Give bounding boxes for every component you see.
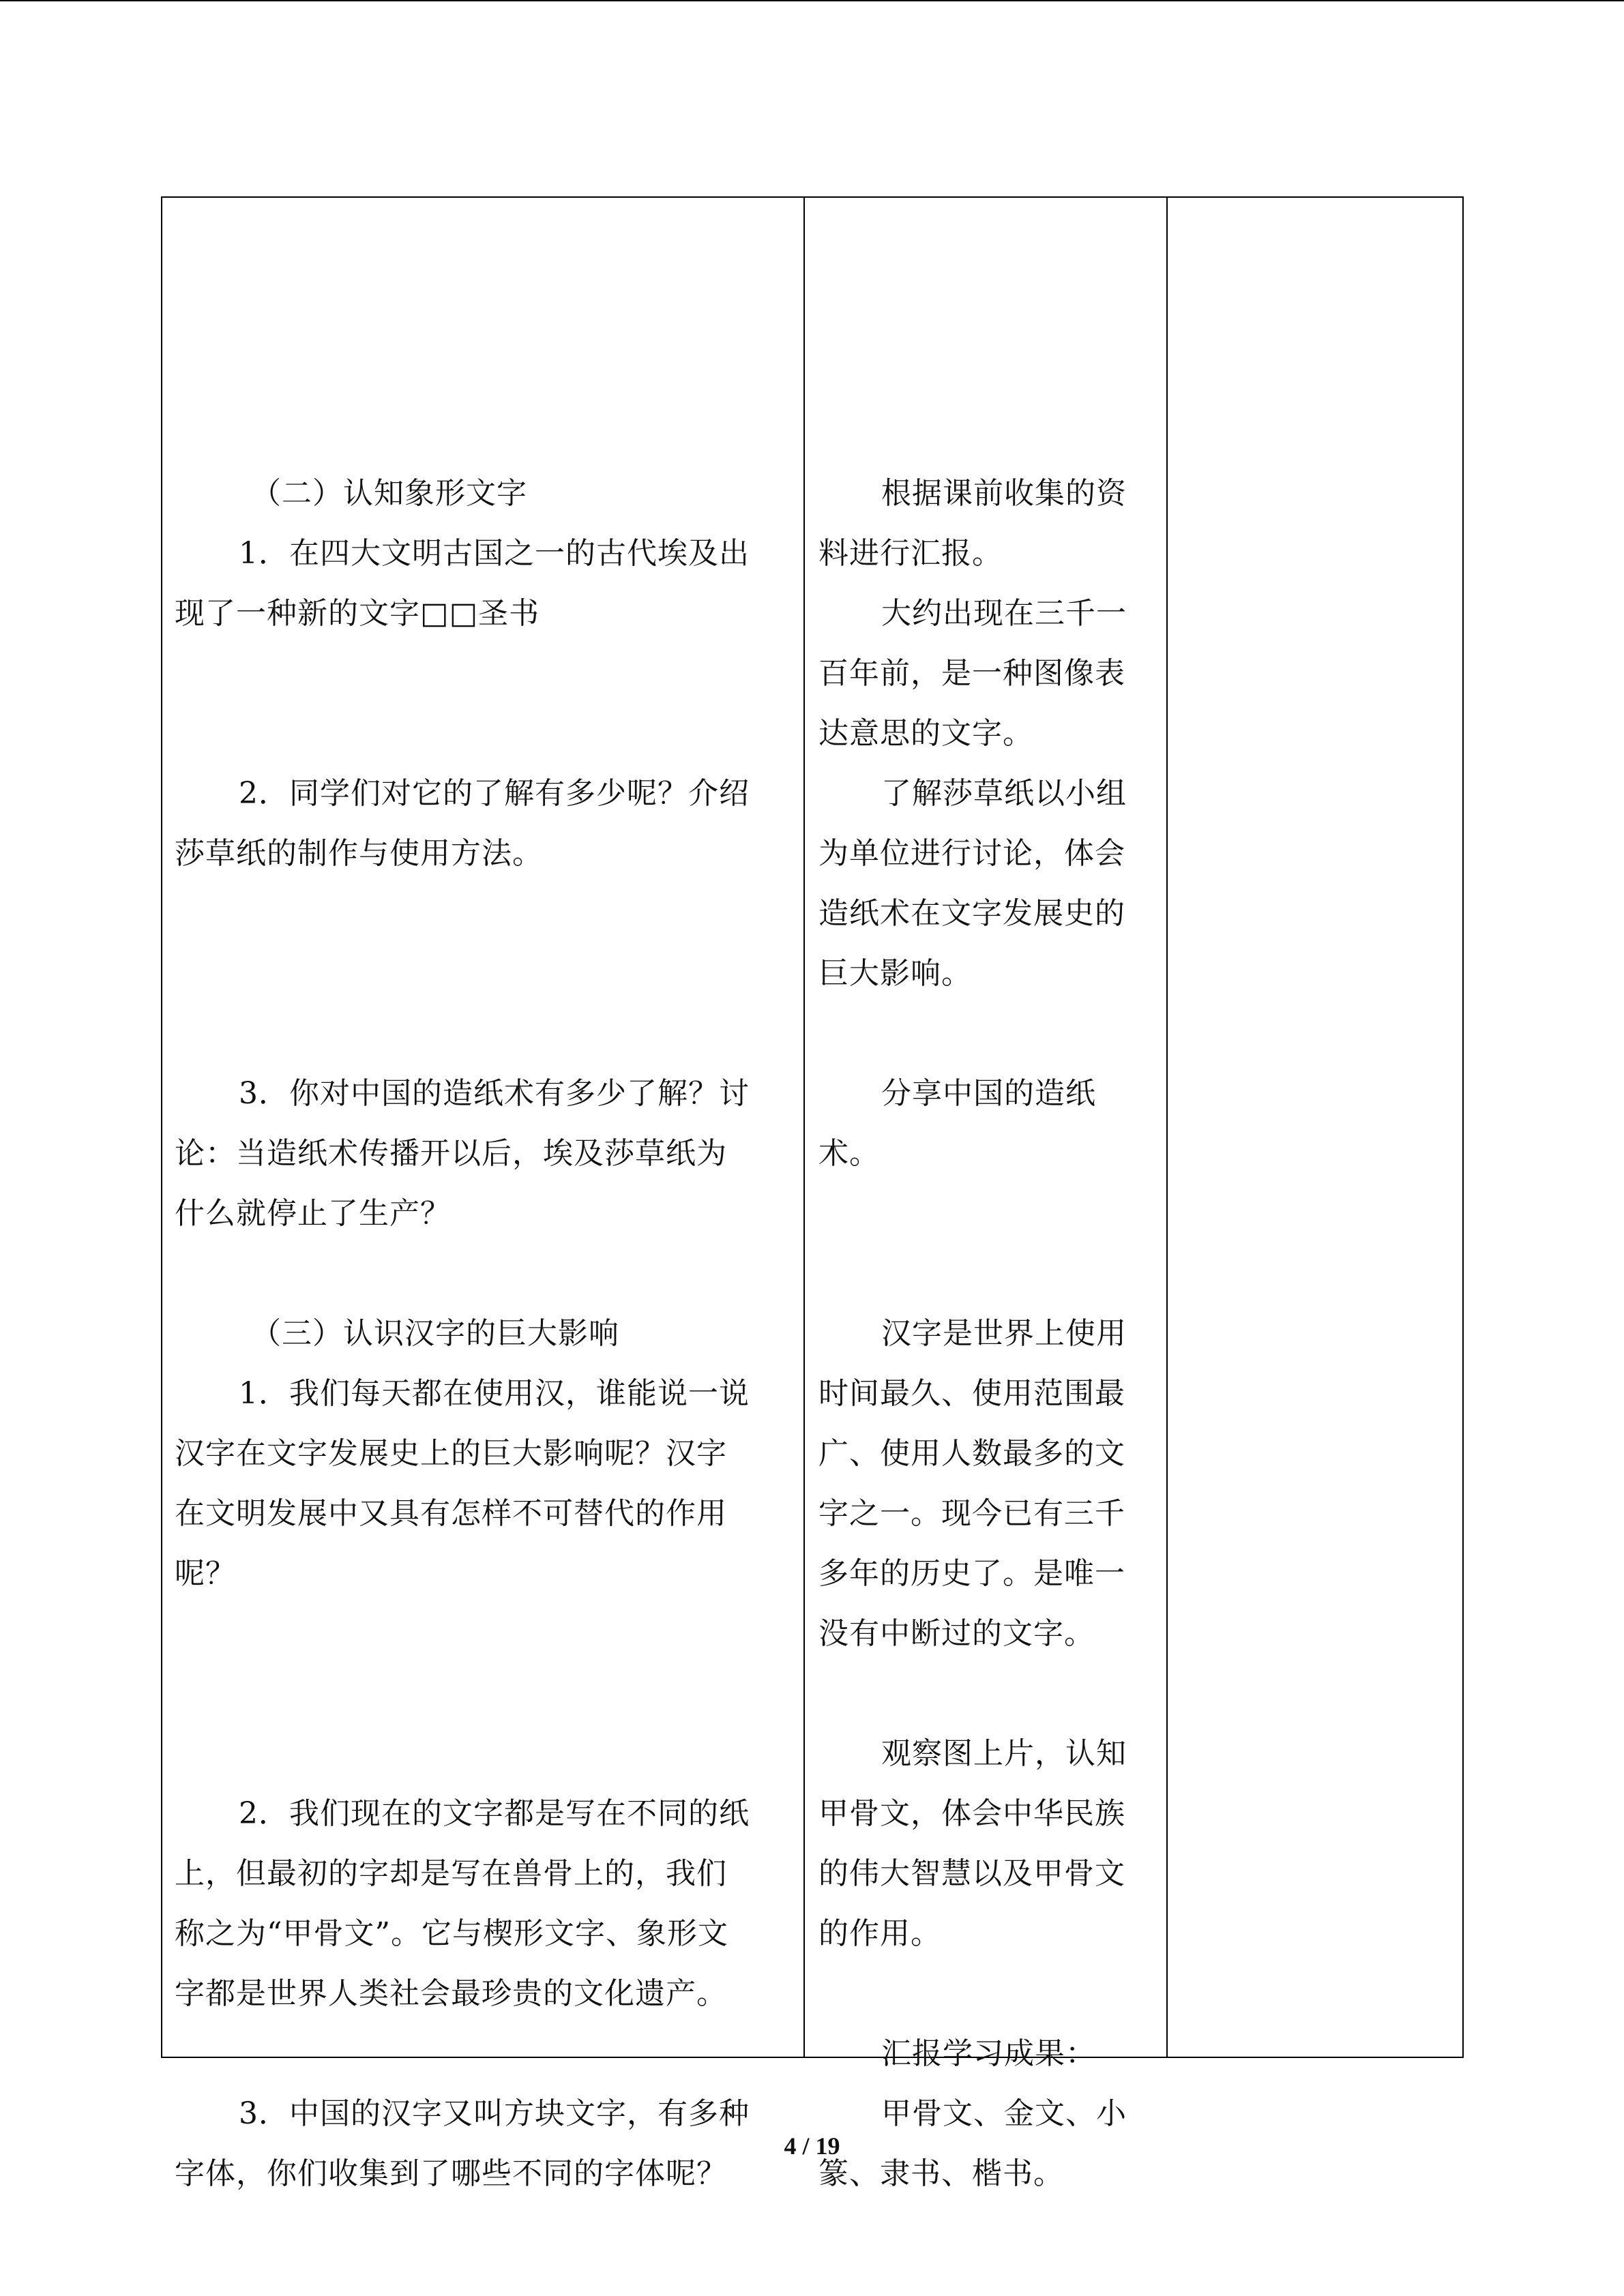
left-line: 在文明发展中又具有怎样不可替代的作用 [175,1496,727,1531]
section-heading-pictographs: （二）认知象形文字 [251,476,527,511]
middle-line: 的伟大智慧以及甲骨文 [818,1856,1125,1891]
section-heading-hanzi: （三）认识汉字的巨大影响 [251,1316,619,1351]
left-line: 字都是世界人类社会最珍贵的文化遗产。 [175,1976,727,2011]
middle-line: 汇报学习成果： [881,2036,1096,2071]
middle-line: 分享中国的造纸 [881,1076,1096,1111]
middle-line: 术。 [818,1136,880,1171]
middle-line: 多年的历史了。是唯一 [818,1556,1125,1591]
left-line: 莎草纸的制作与使用方法。 [175,836,543,871]
teacher-activity-column [162,198,803,2191]
middle-line: 甲骨文、金文、小 [881,2096,1127,2131]
left-line: 称之为“甲骨文”。它与楔形文字、象形文 [175,1916,728,1951]
middle-line: 大约出现在三千一 [881,596,1127,631]
notes-column [1168,198,1464,2057]
left-line: 1．在四大文明古国之一的古代埃及出 [239,536,750,571]
middle-line: 字之一。现今已有三千 [818,1496,1125,1531]
middle-line: 的作用。 [818,1916,941,1951]
left-line: 什么就停止了生产？ [175,1196,451,1231]
left-line: 1．我们每天都在使用汉，谁能说一说 [239,1376,750,1411]
middle-line: 达意思的文字。 [818,716,1033,751]
left-line: 3．中国的汉字又叫方块文字，有多种 [239,2096,750,2131]
left-line: 论：当造纸术传播开以后，埃及莎草纸为 [175,1136,727,1171]
left-line: 字体，你们收集到了哪些不同的字体呢？ [175,2156,727,2191]
left-line: 呢？ [175,1556,236,1591]
middle-line: 没有中断过的文字。 [818,1616,1095,1651]
left-line: 2．我们现在的文字都是写在不同的纸 [239,1796,750,1831]
top-rule [0,0,1624,1]
middle-line: 汉字是世界上使用 [881,1316,1127,1351]
middle-line: 百年前，是一种图像表 [818,656,1125,691]
middle-line: 为单位进行讨论，体会 [818,836,1125,871]
left-line: 上，但最初的字却是写在兽骨上的，我们 [175,1856,727,1891]
middle-line: 根据课前收集的资 [881,476,1127,511]
left-line: 现了一种新的文字□□圣书 [175,596,540,631]
middle-line: 巨大影响。 [818,956,972,991]
left-line: 3．你对中国的造纸术有多少了解？讨 [239,1076,750,1111]
middle-line: 观察图上片，认知 [881,1736,1127,1771]
left-line: 汉字在文字发展史上的巨大影响呢？汉字 [175,1436,727,1471]
middle-line: 广、使用人数最多的文 [818,1436,1125,1471]
middle-line: 了解莎草纸以小组 [881,776,1127,811]
middle-line: 篆、隶书、楷书。 [818,2156,1064,2191]
page-number: 4 / 19 [784,2132,840,2160]
middle-line: 时间最久、使用范围最 [818,1376,1125,1411]
middle-line: 料进行汇报。 [818,536,1003,571]
middle-line: 造纸术在文字发展史的 [818,896,1125,931]
middle-line: 甲骨文，体会中华民族 [818,1796,1125,1831]
left-line: 2．同学们对它的了解有多少呢？介绍 [239,776,750,811]
